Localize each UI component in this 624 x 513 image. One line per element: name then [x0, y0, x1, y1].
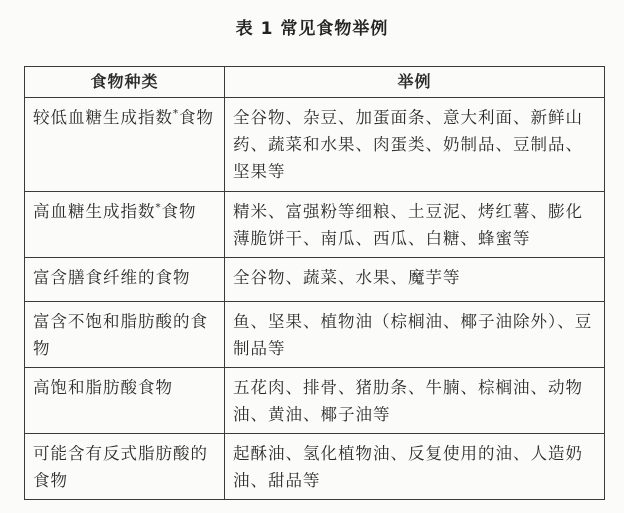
table-row [25, 192, 605, 258]
food-examples-table [24, 66, 605, 500]
header-category: 食物种类 [25, 67, 225, 98]
category-cell [25, 98, 225, 192]
table-row [25, 434, 605, 500]
examples-cell: 鱼、坚果、植物油（棕榈油、椰子油除外）、豆制品等 [225, 302, 605, 368]
header-examples: 举例 [225, 67, 605, 98]
category-label: 高血糖生成指数 [33, 202, 156, 221]
examples-cell: 精米、富强粉等细粮、土豆泥、烤红薯、膨化薄脆饼干、南瓜、西瓜、白糖、蜂蜜等 [225, 192, 605, 258]
category-cell [25, 434, 225, 500]
examples-cell: 五花肉、排骨、猪肋条、牛腩、棕榈油、动物油、黄油、椰子油等 [225, 368, 605, 434]
table-row [25, 98, 605, 192]
examples-cell: 起酥油、氢化植物油、反复使用的油、人造奶油、甜品等 [225, 434, 605, 500]
category-cell [25, 368, 225, 434]
footnote-marker: * [155, 202, 162, 214]
category-label-suffix: 食物 [179, 108, 214, 127]
table-header-row [25, 67, 605, 98]
category-label-suffix: 食物 [161, 202, 197, 221]
table-row [25, 302, 605, 368]
table-caption: 表 1 常见食物举例 [235, 19, 389, 39]
category-label: 较低血糖生成指数 [33, 108, 173, 127]
examples-cell: 全谷物、蔬菜、水果、魔芋等 [225, 258, 605, 302]
examples-cell: 全谷物、杂豆、加蛋面条、意大利面、新鲜山药、蔬菜和水果、肉蛋类、奶制品、豆制品、坚果等 [225, 98, 605, 192]
category-label: 富含不饱和脂肪酸的食物 [33, 312, 208, 358]
category-label: 高饱和脂肪酸食物 [33, 378, 173, 397]
category-cell [25, 258, 225, 302]
footnote-marker: * [173, 108, 179, 120]
table-row [25, 258, 605, 302]
category-cell [25, 192, 225, 258]
table-row [25, 368, 605, 434]
category-cell [25, 302, 225, 368]
category-label: 富含膳食纤维的食物 [33, 268, 191, 287]
category-label: 可能含有反式脂肪酸的食物 [33, 444, 208, 490]
